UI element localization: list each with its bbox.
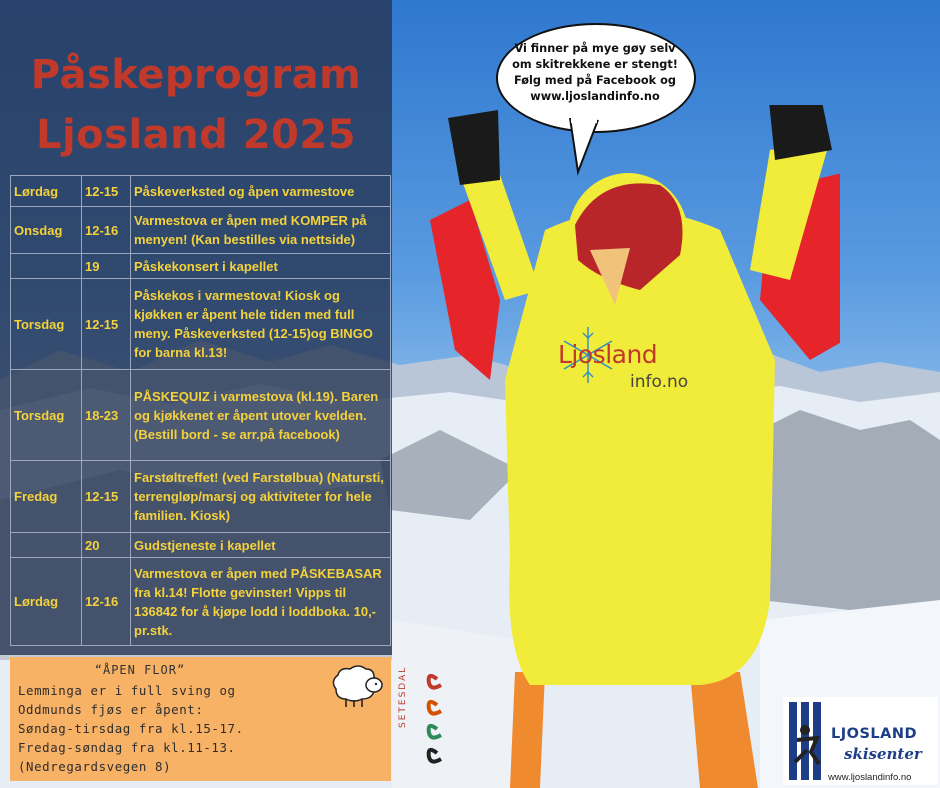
table-row <box>11 279 391 370</box>
row-time: 12-15 <box>82 279 131 370</box>
row-day: Torsdag <box>11 370 82 461</box>
row-day: Torsdag <box>11 279 82 370</box>
row-day: Lørdag <box>11 176 82 207</box>
row-day: Onsdag <box>11 207 82 254</box>
info-line: Oddmunds fjøs er åpent: <box>18 702 204 717</box>
row-text: Varmestova er åpen med PÅSKEBASAR fra kl.14! Flotte gevinster! Vipps til 136842 for å kjøpe lodd i loddboka. 10,- pr.stk. <box>131 558 391 646</box>
speech-bubble-tail <box>560 118 620 178</box>
row-time: 19 <box>82 254 131 279</box>
chicken-costume-person <box>420 105 840 788</box>
bubble-line: Følg med på Facebook og <box>514 74 676 87</box>
row-time: 12-16 <box>82 207 131 254</box>
row-time: 18-23 <box>82 370 131 461</box>
ski-logo-title: LJOSLAND <box>831 726 918 742</box>
row-text: Påskeverksted og åpen varmestove <box>131 176 391 207</box>
row-time: 12-15 <box>82 176 131 207</box>
table-row <box>11 370 391 461</box>
info-line: Søndag-tirsdag fra kl.15-17. <box>18 721 244 736</box>
row-text: Påskekonsert i kapellet <box>131 254 391 279</box>
row-text: Farstøltreffet! (ved Farstølbua) (Natursti, terrengløp/marsj og aktiviteter for hele familien. Kiosk) <box>131 461 391 533</box>
ski-logo-subtitle: skisenter <box>844 745 922 763</box>
info-line: Fredag-søndag fra kl.11-13. <box>18 740 236 755</box>
poster-title-line1: Påskeprogram <box>30 52 362 98</box>
sheep-icon <box>328 663 386 709</box>
costume-logo-sub: info.no <box>630 372 689 392</box>
row-text: Varmestova er åpen med KOMPER på menyen! (Kan bestilles via nettside) <box>131 207 391 254</box>
row-day <box>11 533 82 558</box>
table-row <box>11 254 391 279</box>
program-table <box>10 175 391 646</box>
row-day: Fredag <box>11 461 82 533</box>
poster-title-line2: Ljosland 2025 <box>35 112 357 158</box>
row-day <box>11 254 82 279</box>
speech-bubble-text <box>500 41 690 105</box>
open-barn-info-box <box>10 657 391 781</box>
bubble-line: Vi finner på mye gøy selv <box>514 42 676 55</box>
bubble-line: www.ljoslandinfo.no <box>530 90 660 103</box>
setesdal-swirls-icon <box>405 665 451 775</box>
row-time: 12-15 <box>82 461 131 533</box>
skier-icon <box>787 700 829 782</box>
table-row <box>11 176 391 207</box>
costume-logo-main: Ljosland <box>558 340 658 369</box>
table-row <box>11 533 391 558</box>
table-row <box>11 461 391 533</box>
row-text: Påskekos i varmestova! Kiosk og kjøkken er åpent hele tiden med full meny. Påskeverksted (12-15)og BINGO for barna kl.13! <box>131 279 391 370</box>
info-line: Lemminga er i full sving og <box>18 683 236 698</box>
bubble-line: om skitrekkene er stengt! <box>512 58 678 71</box>
row-text: Gudstjeneste i kapellet <box>131 533 391 558</box>
info-line: (Nedregardsvegen 8) <box>18 759 172 774</box>
ski-logo-url: www.ljoslandinfo.no <box>828 772 912 783</box>
info-heading: “ÅPEN FLOR” <box>94 663 186 677</box>
table-row <box>11 558 391 646</box>
table-row <box>11 207 391 254</box>
setesdal-text: SETESDAL <box>398 665 408 728</box>
row-time: 12-16 <box>82 558 131 646</box>
row-text: PÅSKEQUIZ i varmestova (kl.19). Baren og kjøkkenet er åpent utover kvelden. (Bestill bord - se arr.på facebook) <box>131 370 391 461</box>
row-day: Lørdag <box>11 558 82 646</box>
row-time: 20 <box>82 533 131 558</box>
